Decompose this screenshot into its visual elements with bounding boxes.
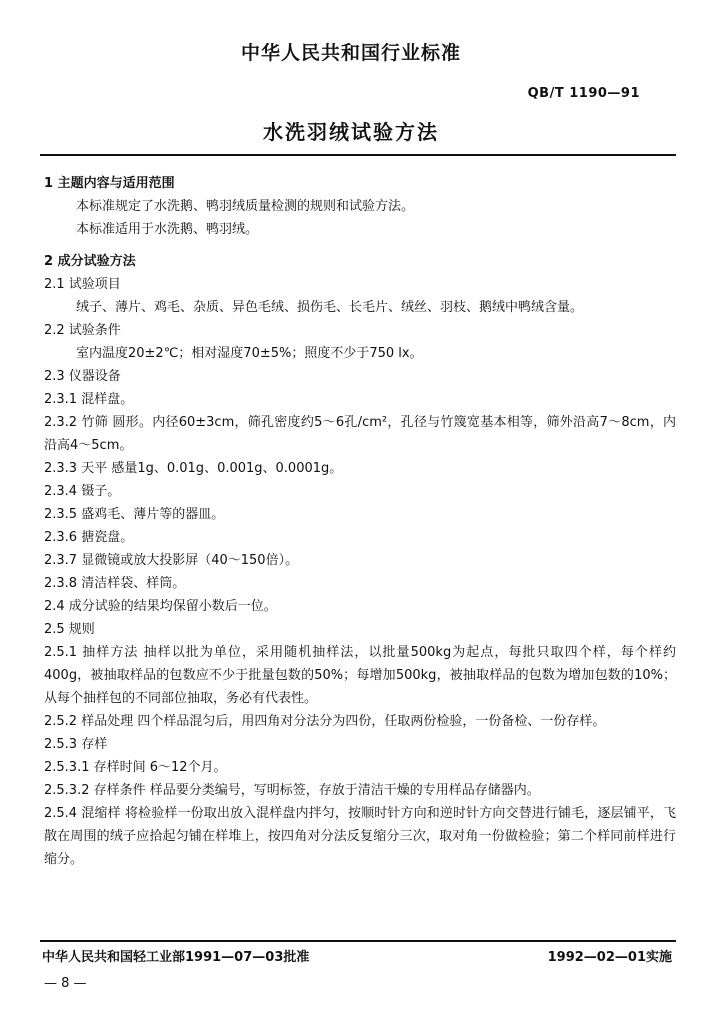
- text-line: 2.5.3.1 存样时间 6～12个月。: [44, 760, 227, 775]
- issuing-organization: 中华人民共和国行业标准: [240, 42, 461, 64]
- text-line: 2.3.1 混样盘。: [44, 392, 134, 407]
- text-line: 2.5.3 存样: [44, 737, 108, 752]
- text-line: 室内温度20±2℃；相对湿度70±5%；照度不少于750 lx。: [76, 346, 423, 361]
- text-line: 2.4 成分试验的结果均保留小数后一位。: [44, 599, 277, 614]
- approval-note: 中华人民共和国轻工业部1991—07—03批准: [42, 950, 310, 965]
- text-line: 2.1 试验项目: [44, 277, 121, 292]
- text-line: 2.2 试验条件: [44, 323, 121, 338]
- text-line: 本标准规定了水洗鹅、鸭羽绒质量检测的规则和试验方法。: [76, 199, 415, 214]
- text-line: 本标准适用于水洗鹅、鸭羽绒。: [76, 222, 259, 237]
- document-body: [44, 172, 676, 871]
- document-title: 水洗羽绒试验方法: [263, 120, 439, 144]
- text-line: 2.3.6 搪瓷盘。: [44, 530, 134, 545]
- section-heading: 2 成分试验方法: [44, 254, 136, 269]
- text-line: 2.5.4 混缩样 将检验样一份取出放入混样盘内拌匀，按顺时针方向和逆时针方向交替进行铺毛，逐层铺平，飞散在周围的绒子应拾起匀铺在样堆上，按四角对分法反复缩分三次，取对角一份做检验；第二个样同前样进行缩分。: [44, 806, 676, 867]
- text-line: 2.3.5 盛鸡毛、薄片等的器皿。: [44, 507, 225, 522]
- text-line: 2.5.3.2 存样条件 样品要分类编号，写明标签，存放于清洁干燥的专用样品存储器内。: [44, 783, 540, 798]
- text-line: 2.5.1 抽样方法 抽样以批为单位，采用随机抽样法，以批量500kg为起点，每批只取四个样，每个样约400g，被抽取样品的包数应不少于批量包数的50%；每增加500kg，被抽取样品的包数为增加包数的10%；从每个抽样包的不同部位抽取，务必有代表性。: [44, 645, 676, 706]
- section-heading: 1 主题内容与适用范围: [44, 176, 175, 191]
- page-number: — 8 —: [44, 976, 87, 991]
- bottom-divider: [40, 940, 676, 942]
- text-line: 2.3.3 天平 感量1g、0.01g、0.001g、0.0001g。: [44, 461, 343, 476]
- top-divider: [40, 154, 676, 156]
- text-line: 2.3 仪器设备: [44, 369, 121, 384]
- text-line: 2.5 规则: [44, 622, 95, 637]
- text-line: 2.3.4 镊子。: [44, 484, 121, 499]
- standard-code: QB/T 1190—91: [527, 86, 640, 101]
- text-line: 2.3.2 竹筛 圆形。内径60±3cm，筛孔密度约5～6孔/cm²，孔径与竹篾宽基本相等，筛外沿高7～8cm，内沿高4～5cm。: [44, 415, 676, 453]
- implementation-date: 1992—02—01实施: [547, 950, 672, 965]
- text-line: 2.5.2 样品处理 四个样品混匀后，用四角对分法分为四份，任取两份检验，一份备检、一份存样。: [44, 714, 606, 729]
- text-line: 2.3.7 显微镜或放大投影屏（40～150倍）。: [44, 553, 299, 568]
- text-line: 绒子、薄片、鸡毛、杂质、异色毛绒、损伤毛、长毛片、绒丝、羽枝、鹅绒中鸭绒含量。: [76, 300, 584, 315]
- text-line: 2.3.8 清洁样袋、样筒。: [44, 576, 186, 591]
